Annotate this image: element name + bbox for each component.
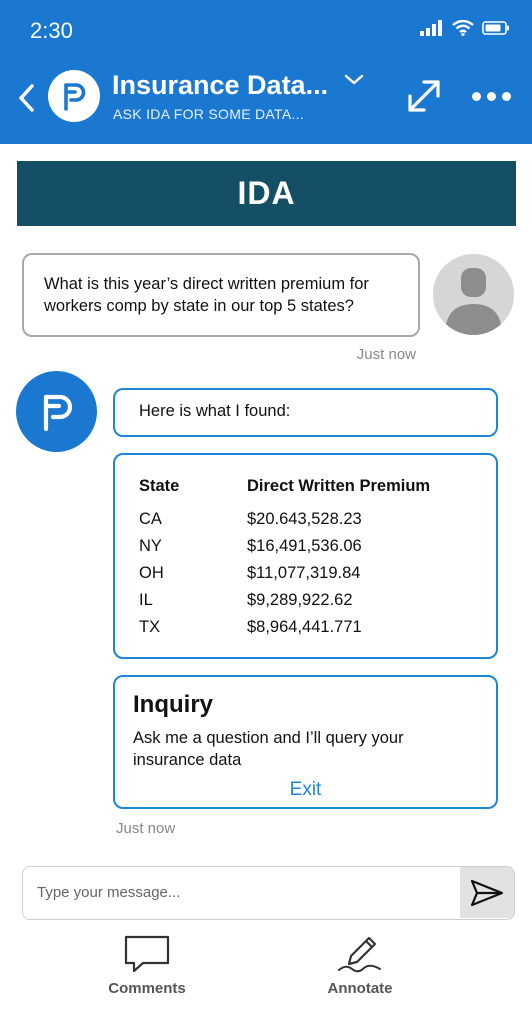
chevron-left-icon (17, 83, 35, 113)
annotate-button[interactable] (305, 934, 415, 1000)
column-header-state: State (139, 477, 180, 495)
app-logo (48, 70, 100, 122)
premium-cell: $8,964,441.771 (247, 618, 362, 636)
back-button[interactable] (12, 80, 40, 116)
premium-cell: $20.643,528.23 (247, 510, 362, 528)
message-input[interactable] (23, 867, 461, 918)
status-bar (0, 0, 532, 56)
send-icon (470, 879, 504, 907)
inquiry-card (113, 675, 498, 809)
premium-cell: $16,491,536.06 (247, 537, 362, 555)
ida-logo-icon (57, 79, 91, 113)
chevron-down-icon (342, 70, 366, 92)
comments-button[interactable] (92, 934, 202, 1000)
app-header (0, 0, 532, 144)
table-row (139, 560, 472, 587)
status-time: 2:30 (30, 18, 73, 43)
ida-banner: IDA (17, 161, 516, 226)
state-cell: OH (139, 564, 164, 582)
bot-message-time: Just now (116, 820, 176, 837)
state-cell: IL (139, 591, 153, 609)
header-title: Insurance Data... (112, 70, 329, 100)
premium-table-card (113, 453, 498, 659)
send-button[interactable] (460, 867, 514, 918)
exit-button[interactable]: Exit (289, 779, 322, 800)
comment-icon (123, 934, 171, 974)
inquiry-title: Inquiry (133, 691, 214, 718)
expand-button[interactable] (402, 74, 446, 118)
user-avatar (433, 254, 514, 335)
wifi-icon (452, 20, 474, 36)
battery-icon (482, 21, 510, 35)
table-header-row (139, 477, 472, 506)
state-cell: TX (139, 618, 161, 636)
premium-cell: $9,289,922.62 (247, 591, 353, 609)
ida-logo-icon (34, 389, 80, 435)
status-icons (420, 20, 510, 36)
title-dropdown-button[interactable] (342, 70, 366, 92)
message-composer (22, 866, 515, 920)
inquiry-description: Ask me a question and I’ll query your insurance data (133, 729, 404, 769)
pen-icon (336, 934, 384, 974)
table-row (139, 587, 472, 614)
signal-icon (420, 20, 444, 36)
table-row (139, 533, 472, 560)
premium-cell: $11,077,319.84 (247, 564, 361, 582)
annotate-label: Annotate (327, 980, 393, 997)
column-header-premium: Direct Written Premium (247, 477, 431, 495)
state-cell: CA (139, 510, 162, 528)
user-silhouette-icon (433, 254, 514, 335)
user-message-time: Just now (356, 346, 416, 363)
bot-message-found: Here is what I found: (113, 388, 498, 437)
more-options-button[interactable] (468, 82, 514, 110)
table-row (139, 614, 472, 641)
bot-avatar (16, 371, 97, 452)
table-row (139, 506, 472, 533)
more-icon (472, 92, 481, 101)
header-subtitle: ASK IDA FOR SOME DATA... (113, 106, 305, 122)
premium-table (139, 477, 472, 641)
expand-icon (402, 74, 446, 118)
state-cell: NY (139, 537, 162, 555)
user-message-bubble: What is this year’s direct written premium for workers comp by state in our top 5 states? (22, 253, 420, 337)
comments-label: Comments (108, 980, 186, 997)
